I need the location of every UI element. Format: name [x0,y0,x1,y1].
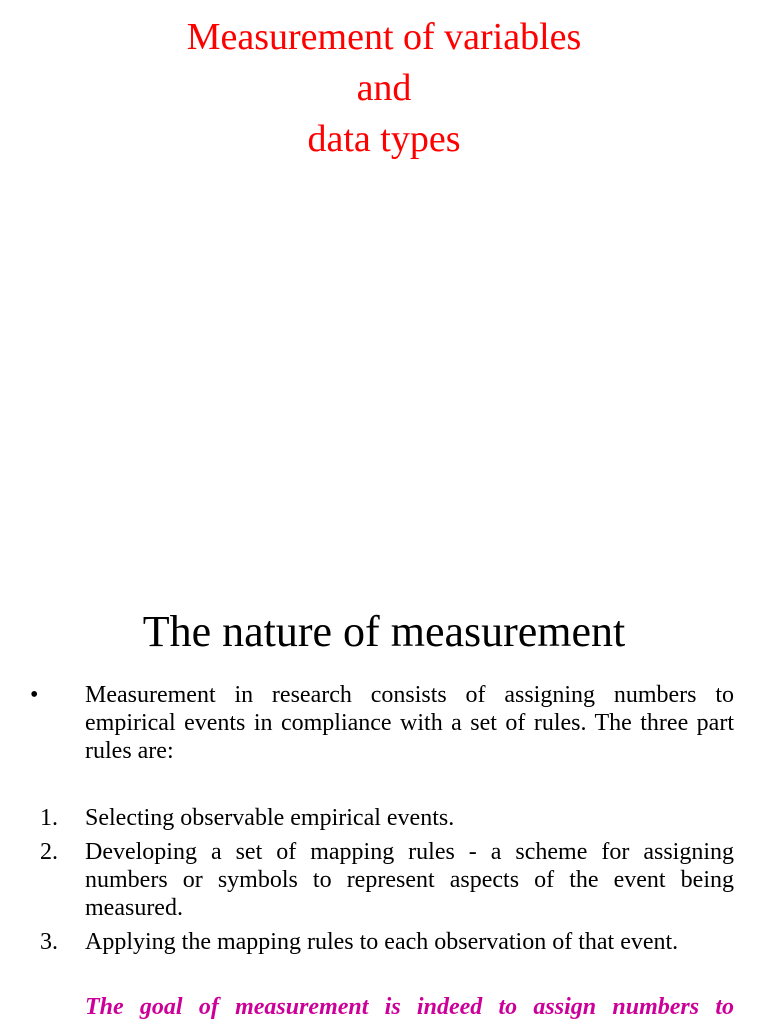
rules-list [40,804,734,962]
rule-item [40,838,734,922]
slide-title [0,12,768,165]
rule-text: Developing a set of mapping rules - a scheme for assigning numbers or symbols to represent aspects of the event being measured. [85,839,734,921]
rule-number: 1. [40,805,58,831]
rule-text: Applying the mapping rules to each observation of that event. [85,929,679,955]
intro-bullet [30,681,734,765]
slide-title-line-3: data types [307,118,461,160]
section-heading: The nature of measurement [142,607,626,656]
rule-item [40,928,734,956]
rule-item [40,804,734,832]
goal-statement: The goal of measurement is indeed to assign numbers to [85,994,734,1020]
rule-text: Selecting observable empirical events. [85,805,455,831]
slide-title-line-2: and [356,67,412,109]
slide-title-line-1: Measurement of variables [186,16,582,58]
bullet-marker: • [30,682,39,708]
rule-number: 3. [40,929,58,955]
bullet-text: Measurement in research consists of assigning numbers to empirical events in compliance with a set of rules. The three part rules are: [85,682,734,764]
rule-number: 2. [40,839,58,865]
